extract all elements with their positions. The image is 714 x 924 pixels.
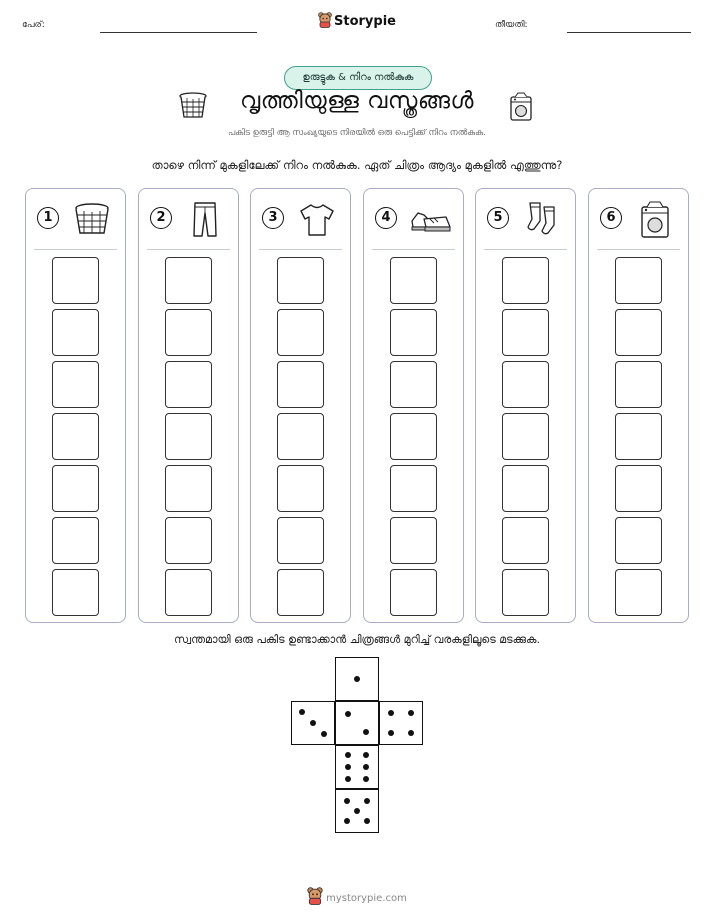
color-box[interactable] — [390, 413, 437, 460]
column-divider — [484, 249, 567, 250]
color-box[interactable] — [165, 517, 212, 564]
color-box[interactable] — [615, 413, 662, 460]
brand-logo — [0, 12, 714, 32]
column-6 — [588, 188, 689, 623]
color-box[interactable] — [390, 569, 437, 616]
washing-machine-icon — [633, 199, 677, 239]
footer-url[interactable]: mystorypie.com — [326, 893, 407, 904]
footer — [0, 887, 714, 908]
page-title: വൃത്തിയുള്ള വസ്ത്രങ്ങൾ — [240, 88, 474, 114]
laundry-basket-icon — [70, 199, 114, 239]
column-number: 5 — [487, 207, 509, 229]
color-box[interactable] — [615, 257, 662, 304]
column-3 — [250, 188, 351, 623]
color-box[interactable] — [502, 517, 549, 564]
color-box[interactable] — [165, 413, 212, 460]
color-box[interactable] — [390, 257, 437, 304]
storypie-bear-icon — [307, 887, 323, 908]
die-face-3 — [291, 701, 335, 745]
column-divider — [147, 249, 230, 250]
color-box[interactable] — [390, 361, 437, 408]
tshirt-icon — [295, 199, 339, 239]
color-box[interactable] — [277, 361, 324, 408]
color-box[interactable] — [277, 413, 324, 460]
die-face-1 — [335, 657, 379, 701]
fold-instruction: സ്വന്തമായി ഒരു പകിട ഉണ്ടാക്കാൻ ചിത്രങ്ങൾ മുറിച്ച് വരകളിലൂടെ മടക്കുക. — [174, 633, 540, 646]
column-number: 1 — [37, 207, 59, 229]
brand-name: Storypie — [334, 14, 396, 29]
sneakers-icon — [408, 199, 452, 239]
page-subtitle: പകിട ഉരുട്ടി ആ സംഖ്യയുടെ നിരയിൽ ഒരു പെട്ടിക്ക് നിറം നൽകുക. — [228, 128, 486, 138]
color-box[interactable] — [615, 569, 662, 616]
date-field[interactable] — [567, 32, 691, 33]
column-number: 4 — [375, 207, 397, 229]
color-box[interactable] — [52, 517, 99, 564]
color-box[interactable] — [277, 517, 324, 564]
color-box[interactable] — [165, 361, 212, 408]
color-box[interactable] — [52, 465, 99, 512]
column-5 — [475, 188, 576, 623]
column-number: 3 — [262, 207, 284, 229]
color-box[interactable] — [277, 309, 324, 356]
column-divider — [34, 249, 117, 250]
color-box[interactable] — [502, 569, 549, 616]
date-label: തീയതി: — [495, 20, 528, 30]
color-box[interactable] — [165, 465, 212, 512]
color-box[interactable] — [277, 465, 324, 512]
column-divider — [597, 249, 680, 250]
column-divider — [372, 249, 455, 250]
color-box[interactable] — [615, 309, 662, 356]
jeans-icon — [183, 199, 227, 239]
color-box[interactable] — [52, 361, 99, 408]
die-face-2 — [335, 701, 379, 745]
instruction-text: താഴെ നിന്ന് മുകളിലേക്ക് നിറം നൽകുക. ഏത് ചിത്രം ആദ്യം മുകളിൽ എത്തുന്നു? — [151, 158, 563, 172]
color-box[interactable] — [390, 517, 437, 564]
column-1 — [25, 188, 126, 623]
color-box[interactable] — [165, 569, 212, 616]
color-box[interactable] — [502, 309, 549, 356]
color-box[interactable] — [390, 465, 437, 512]
column-number: 6 — [600, 207, 622, 229]
color-box[interactable] — [615, 361, 662, 408]
name-field[interactable] — [100, 32, 257, 33]
color-box[interactable] — [390, 309, 437, 356]
name-label: പേര്: — [22, 20, 45, 30]
color-box[interactable] — [502, 361, 549, 408]
color-box[interactable] — [502, 413, 549, 460]
color-box[interactable] — [502, 465, 549, 512]
column-2 — [138, 188, 239, 623]
color-box[interactable] — [615, 517, 662, 564]
storypie-bear-icon — [318, 12, 332, 32]
color-box[interactable] — [52, 309, 99, 356]
color-box[interactable] — [165, 257, 212, 304]
color-box[interactable] — [52, 569, 99, 616]
column-number: 2 — [150, 207, 172, 229]
color-box[interactable] — [52, 413, 99, 460]
color-box[interactable] — [615, 465, 662, 512]
washing-machine-icon — [507, 92, 535, 122]
column-divider — [259, 249, 342, 250]
die-face-5 — [335, 789, 379, 833]
color-box[interactable] — [502, 257, 549, 304]
color-box[interactable] — [165, 309, 212, 356]
column-4 — [363, 188, 464, 623]
color-box[interactable] — [52, 257, 99, 304]
die-face-6 — [335, 745, 379, 789]
die-face-4 — [379, 701, 423, 745]
color-box[interactable] — [277, 569, 324, 616]
color-box[interactable] — [277, 257, 324, 304]
activity-tag: ഉരുട്ടുക & നിറം നൽകുക — [284, 66, 432, 90]
socks-icon — [520, 199, 564, 239]
